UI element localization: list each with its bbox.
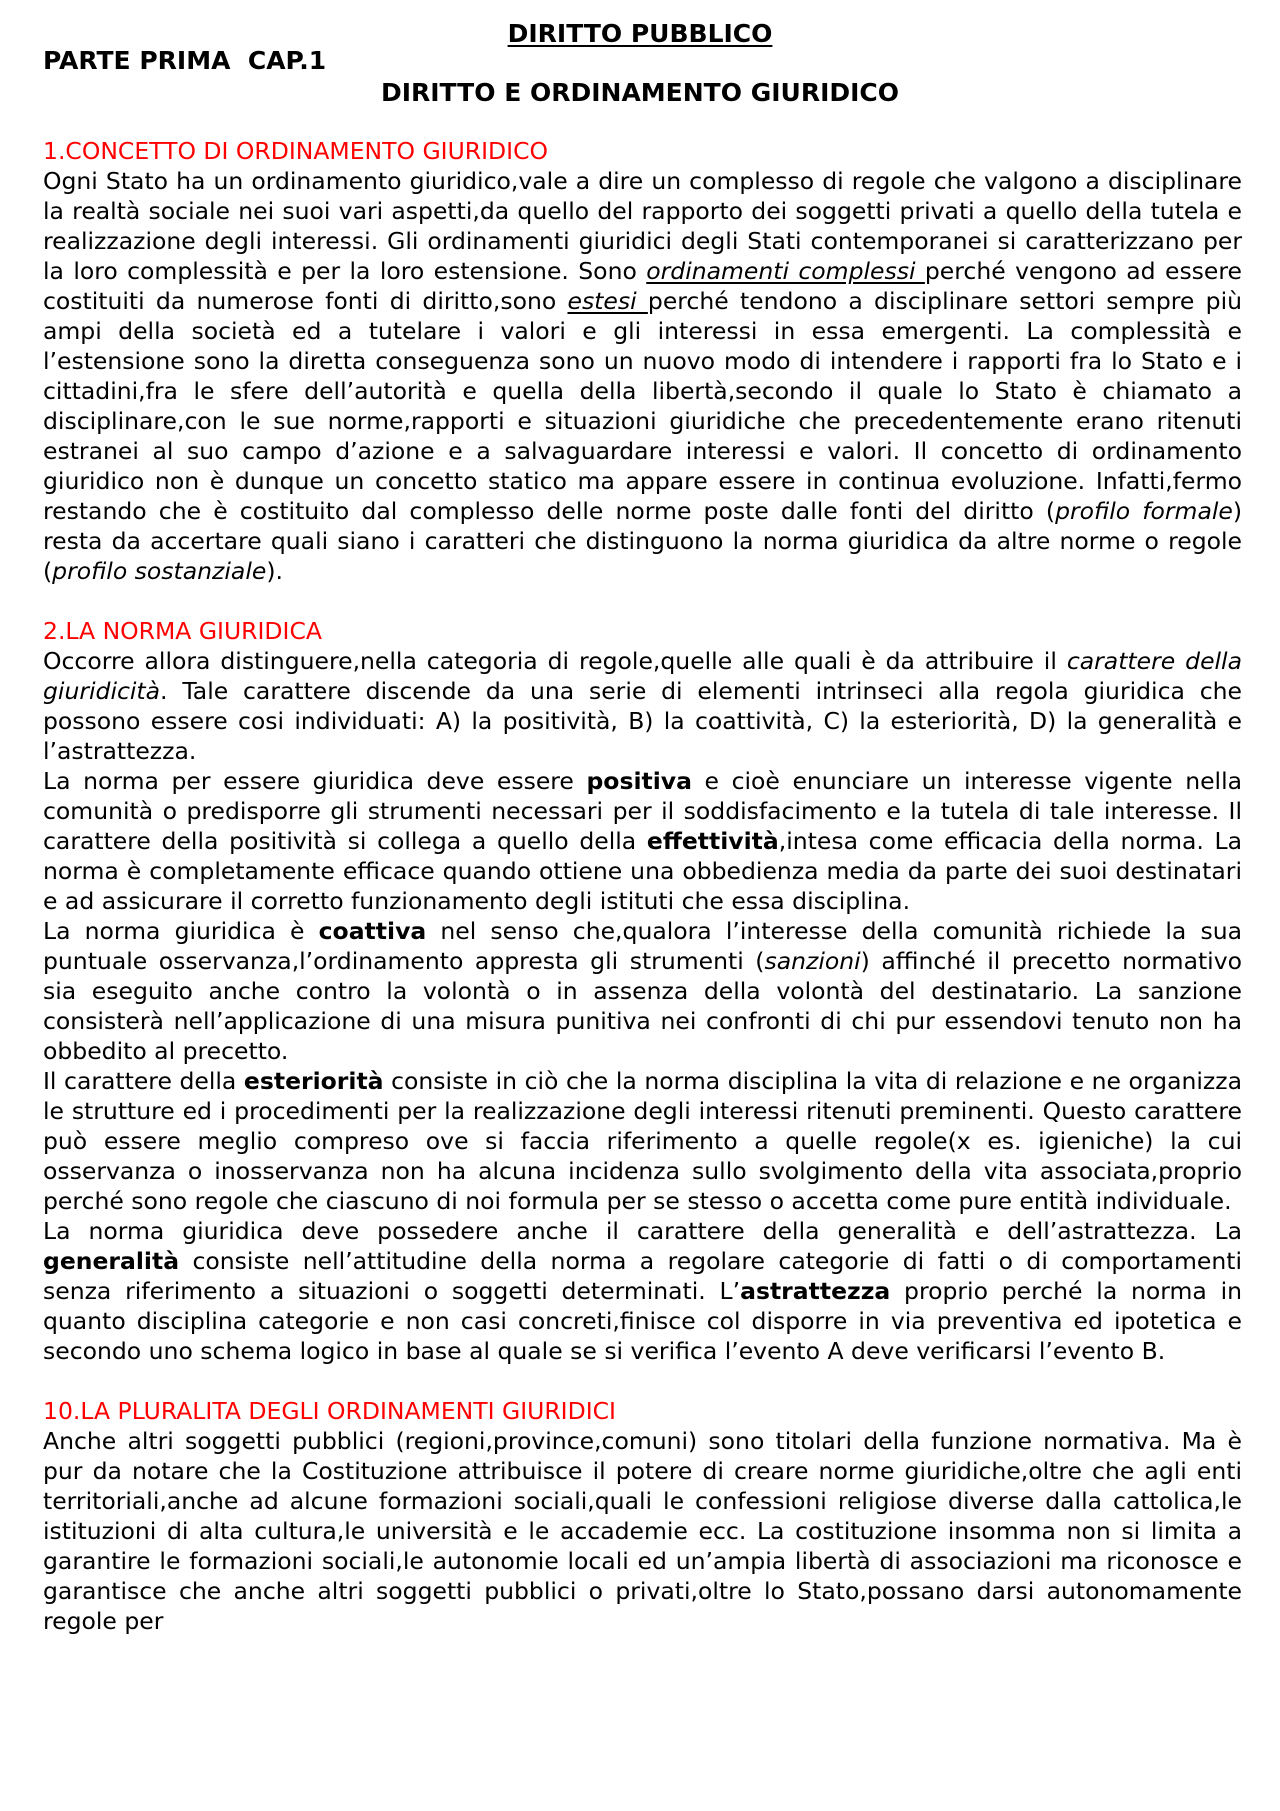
section-2-paragraph-3: La norma giuridica è coattiva nel senso che,qualora l’interesse della comunità richiede la sua puntuale osservanza,l’ordinamento appresta gli strumenti (sanzioni) affinché il precetto normativo sia eseguito anche contro la volontà o in assenza della volontà del destinatario. La sanzione consisterà nell’applicazione di una misura punitiva nei confronti di chi pur essendovi tenuto non ha obbedito al precetto. <box>43 917 1242 1065</box>
term-profilo-sostanziale: profilo sostanziale <box>52 557 267 585</box>
term-sanzioni: sanzioni <box>764 947 861 975</box>
term-carattere-giuridicita: carattere della giuridicità <box>43 647 1242 705</box>
term-esteriorita: esteriorità <box>243 1067 384 1095</box>
term-profilo-formale: profilo formale <box>1055 497 1233 525</box>
section-2-paragraph-4: Il carattere della esteriorità consiste in ciò che la norma disciplina la vita di relazione e ne organizza le strutture ed i procedimenti per la realizzazione degli interessi ritenuti preminenti. Questo carattere può essere meglio compreso ove si faccia riferimento a quelle regole(x es. igieniche) la cui osservanza o inosservanza non ha alcuna incidenza sullo svolgimento della vita associata,proprio perché sono regole che ciascuno di noi formula per se stesso o accetta come pure entità individuale. <box>43 1067 1242 1215</box>
term-estesi: estesi <box>567 287 648 315</box>
term-effettivita: effettività <box>646 827 779 855</box>
section-2-paragraph-2: La norma per essere giuridica deve essere positiva e cioè enunciare un interesse vigente nella comunità o predisporre gli strumenti necessari per il soddisfacimento e la tutela di tale interesse. Il carattere della positività si collega a quello della effettività,intesa come efficacia della norma. La norma è completamente efficace quando ottiene una obbedienza media da parte dei suoi destinatari e ad assicurare il corretto funzionamento degli istituti che essa disciplina. <box>43 767 1243 915</box>
section-1-paragraph: Ogni Stato ha un ordinamento giuridico,vale a dire un complesso di regole che valgono a disciplinare la realtà sociale nei suoi vari aspetti,da quello del rapporto dei soggetti privati a quello della tutela e realizzazione degli interessi. Gli ordinamenti giuridici degli Stati contemporanei si caratterizzano per la loro complessità e per la loro estensione. Sono ordinamenti complessi perché vengono ad essere costituiti da numerose fonti di diritto,sono estesi perché tendono a disciplinare settori sempre più ampi della società ed a tutelare i valori e gli interessi in essa emergenti. La complessità e l’estensione sono la diretta conseguenza sono un nuovo modo di intendere i rapporti fra lo Stato e i cittadini,fra le sfere dell’autorità e quella della libertà,secondo il quale lo Stato è chiamato a disciplinare,con le sue norme,rapporti e situazioni giuridiche che precedentemente erano ritenuti estranei al suo campo d’azione e a salvaguardare interessi e valori. Il concetto di ordinamento giuridico non è dunque un concetto statico ma appare essere in continua evoluzione. Infatti,fermo restando che è costituito dal complesso delle norme poste dalle fonti del diritto (profilo formale) resta da accertare quali siano i caratteri che distinguono la norma giuridica da altre norme o regole (profilo sostanziale). <box>43 167 1243 585</box>
section-heading-2: 2.LA NORMA GIURIDICA <box>43 617 322 645</box>
section-heading-1: 1.CONCETTO DI ORDINAMENTO GIURIDICO <box>43 137 548 165</box>
section-2-paragraph-5: La norma giuridica deve possedere anche il carattere della generalità e dell’astrattezza. La generalità consiste nell’attitudine della norma a regolare categorie di fatti o di comportamenti senza riferimento a situazioni o soggetti determinati. L’astrattezza proprio perché la norma in quanto disciplina categorie e non casi concreti,finisce col disporre in via preventiva ed ipotetica e secondo uno schema logico in base al quale se si verifica l’evento A deve verificarsi l’evento B. <box>43 1217 1243 1365</box>
section-heading-10: 10.LA PLURALITA DEGLI ORDINAMENTI GIURIDICI <box>43 1397 616 1425</box>
document-body <box>43 136 1242 1636</box>
chapter-subtitle: DIRITTO E ORDINAMENTO GIURIDICO <box>380 78 900 107</box>
section-10-paragraph: Anche altri soggetti pubblici (regioni,province,comuni) sono titolari della funzione normativa. Ma è pur da notare che la Costituzione attribuisce il potere di creare norme giuridiche,oltre che agli enti territoriali,anche ad alcune formazioni sociali,quali le confessioni religiose diverse dalla cattolica,le istituzioni di alta cultura,le università e le accademie ecc. La costituzione insomma non si limita a garantire le formazioni sociali,le autonomie locali ed un’ampia libertà di associazioni ma riconosce e garantisce che anche altri soggetti pubblici o privati,oltre lo Stato,possano darsi autonomamente regole per <box>43 1427 1242 1635</box>
part-chapter-label: PARTE PRIMA CAP.1 <box>43 46 327 75</box>
term-generalita: generalità <box>43 1247 180 1275</box>
term-ordinamenti-complessi: ordinamenti complessi <box>646 257 925 285</box>
document-title: DIRITTO PUBBLICO <box>507 19 773 48</box>
section-2-paragraph-1: Occorre allora distinguere,nella categoria di regole,quelle alle quali è da attribuire il carattere della giuridicità. Tale carattere discende da una serie di elementi intrinseci alla regola giuridica che possono essere cosi individuati: A) la positività, B) la coattività, C) la esteriorità, D) la generalità e l’astrattezza. <box>43 647 1242 765</box>
term-coattiva: coattiva <box>318 917 427 945</box>
term-astrattezza: astrattezza <box>740 1277 891 1305</box>
term-positiva: positiva <box>586 767 692 795</box>
